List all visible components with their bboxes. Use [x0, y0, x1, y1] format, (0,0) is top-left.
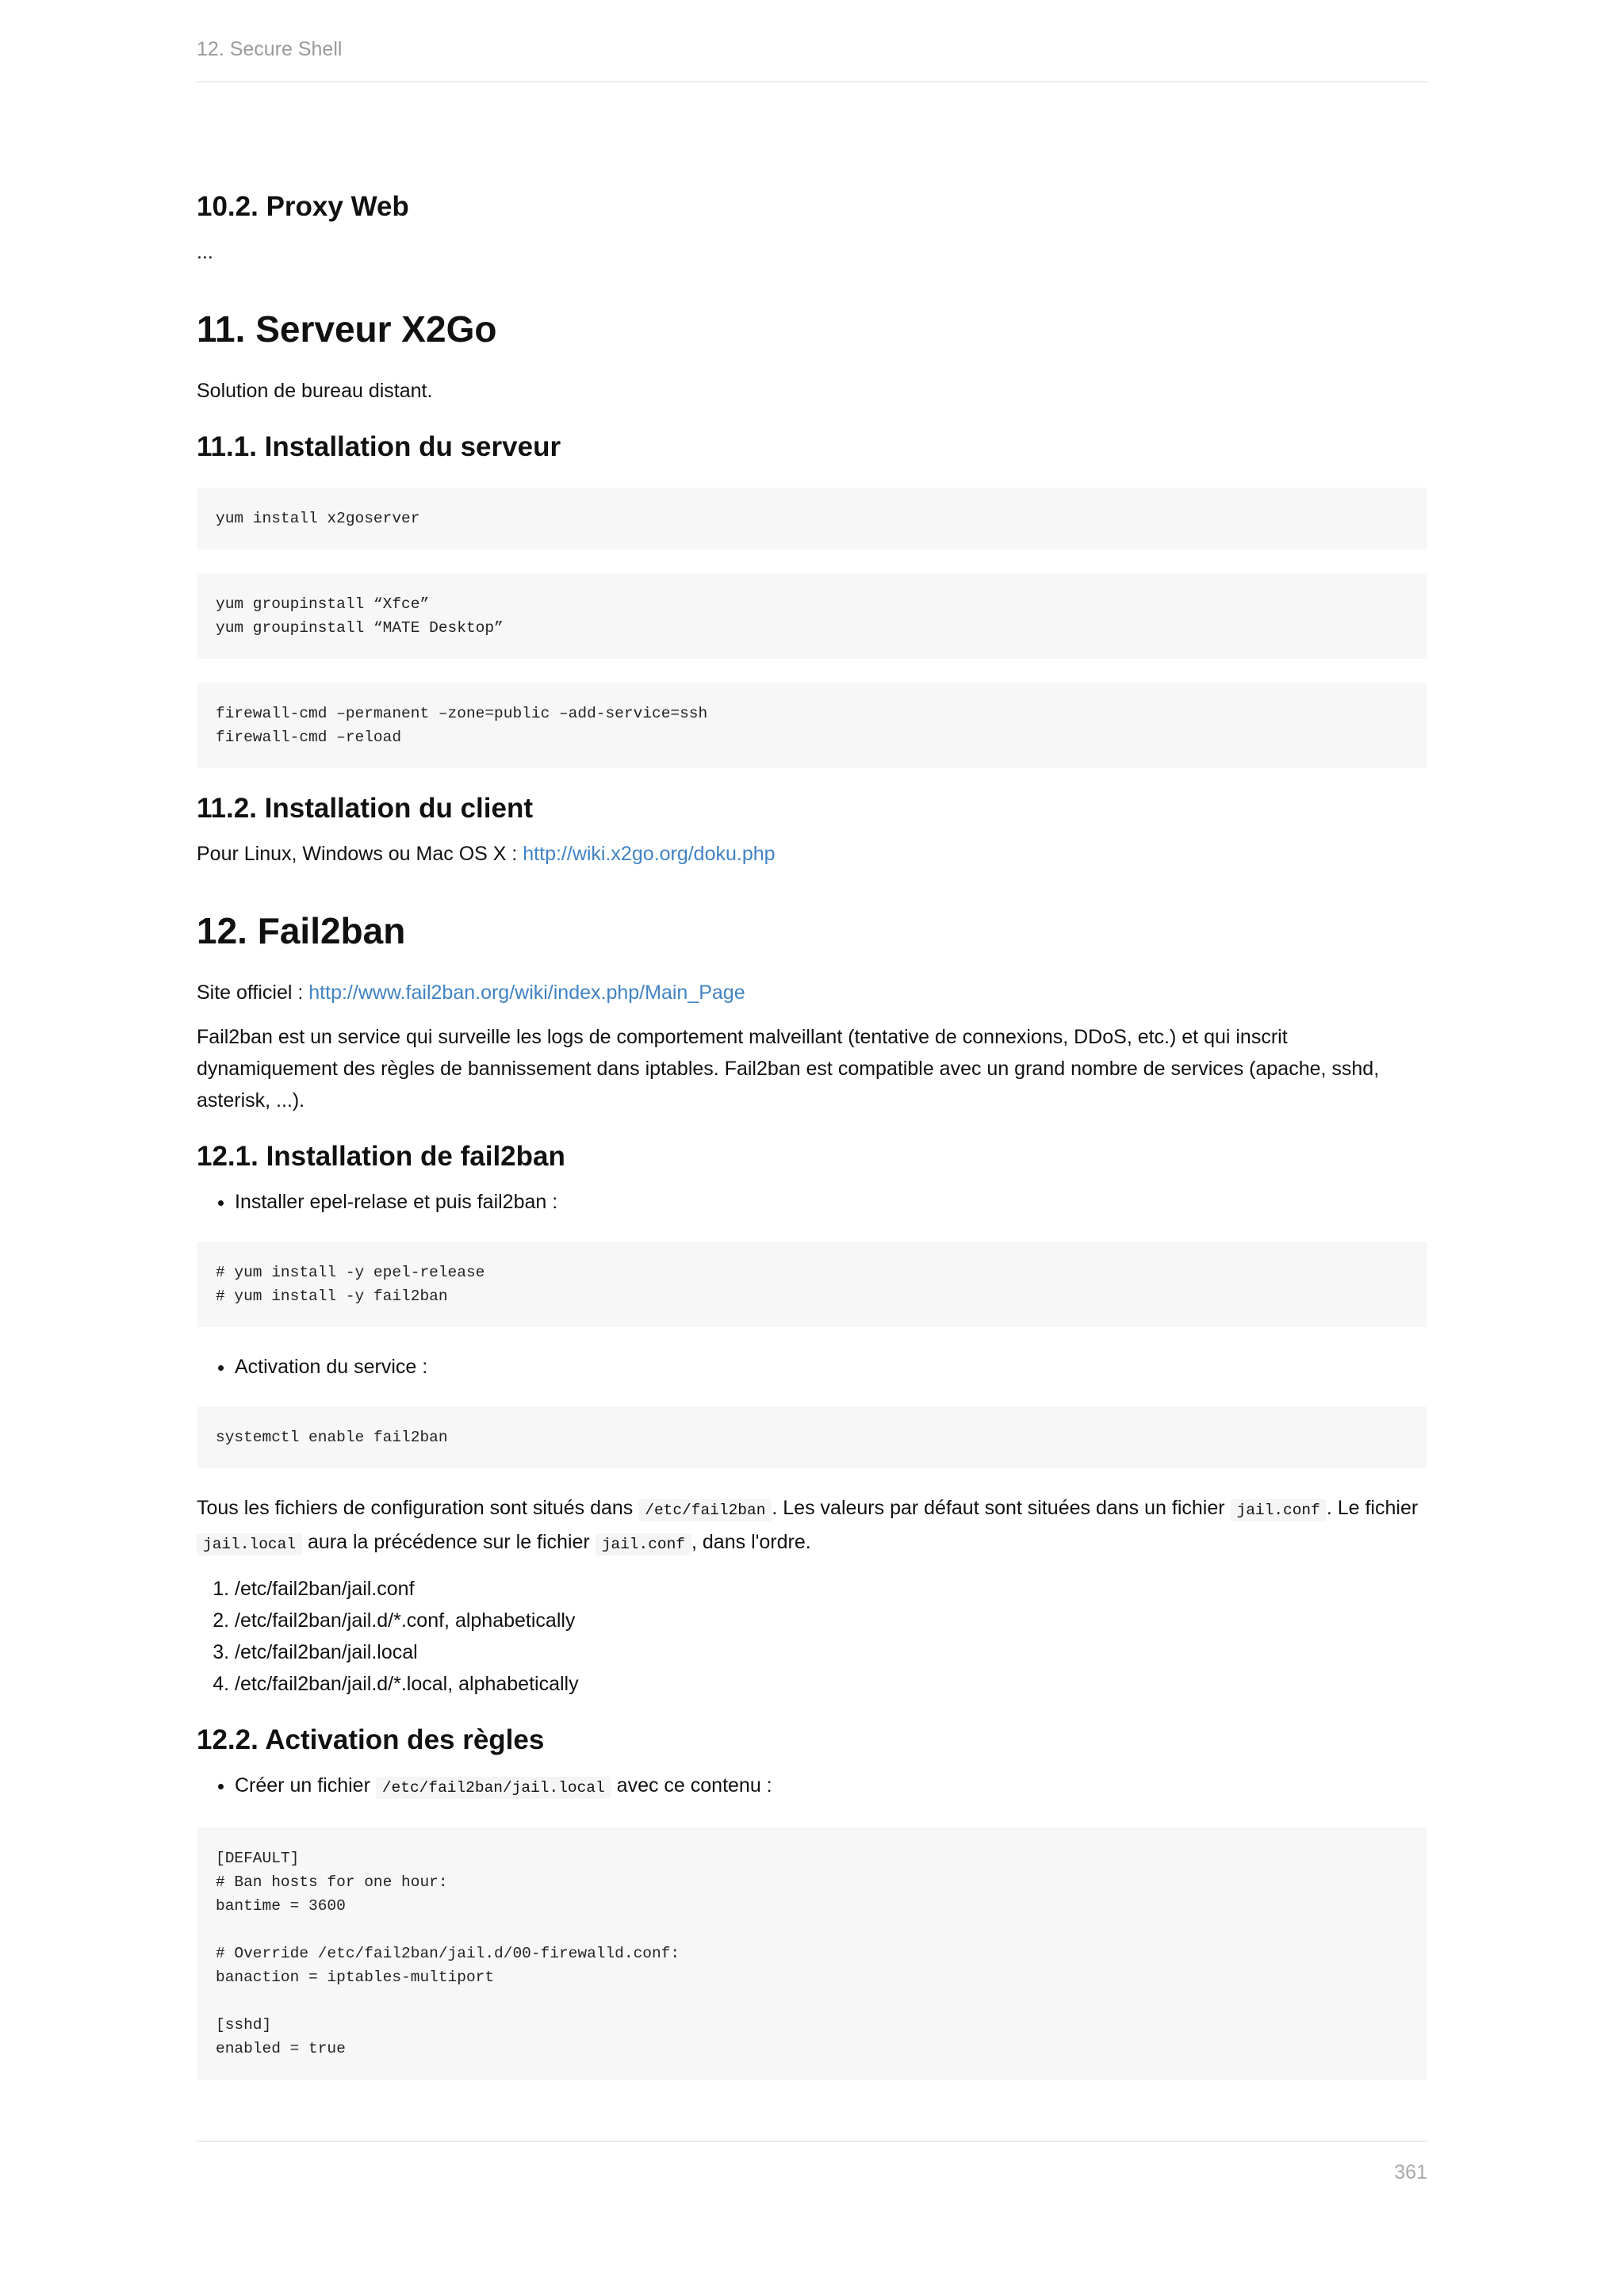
text-span: . Les valeurs par défaut sont situées dans un fichier [772, 1497, 1231, 1520]
code-block-systemctl[interactable]: systemctl enable fail2ban [197, 1406, 1427, 1468]
paragraph-client [197, 838, 1427, 870]
running-header: 12. Secure Shell [197, 38, 343, 60]
inline-code-jail-local-path: /etc/fail2ban/jail.local [376, 1777, 611, 1799]
text-span: , dans l'ordre. [691, 1531, 811, 1554]
footer-divider [197, 2141, 1427, 2142]
heading-11: 11. Serveur X2Go [197, 308, 497, 350]
header-divider [197, 81, 1427, 82]
heading-12-2: 12.2. Activation des règles [197, 1724, 545, 1756]
ordered-list-config-order [197, 1573, 1427, 1700]
bullet-list-install [197, 1186, 1427, 1218]
inline-code-jail-conf: jail.conf [596, 1533, 691, 1556]
paragraph-config-files [197, 1492, 1427, 1560]
list-item: 2. /etc/fail2ban/jail.d/*.conf, alphabetically [235, 1605, 1427, 1636]
heading-10-2: 10.2. Proxy Web [197, 191, 409, 222]
site-label: Site officiel : [197, 982, 309, 1004]
heading-12-1: 12.1. Installation de fail2ban [197, 1141, 565, 1173]
text-span: avec ce contenu : [611, 1774, 772, 1797]
text-span: Tous les fichiers de configuration sont situés dans [197, 1497, 639, 1520]
list-item: • Activation du service : [235, 1351, 1427, 1383]
code-block-install-x2goserver[interactable]: yum install x2goserver [197, 488, 1427, 549]
code-block-groupinstall[interactable]: yum groupinstall “Xfce” yum groupinstall “MATE Desktop” [197, 573, 1427, 659]
x2go-wiki-link[interactable]: http://wiki.x2go.org/doku.php [523, 843, 776, 866]
list-item: • Installer epel-relase et puis fail2ban : [235, 1186, 1427, 1218]
paragraph-x2go-intro: Solution de bureau distant. [197, 380, 433, 403]
code-block-jail-local[interactable]: [DEFAULT] # Ban hosts for one hour: bantime = 3600 # Override /etc/fail2ban/jail.d/00-firewalld.conf: banaction = iptables-multiport [sshd] enabled = true [197, 1827, 1427, 2080]
bullet-list-create-file [197, 1770, 1427, 1804]
bullet-list-activation [197, 1351, 1427, 1383]
list-item: 1. /etc/fail2ban/jail.conf [235, 1573, 1427, 1605]
text-span: . Le fichier [1326, 1497, 1419, 1520]
page-number: 361 [1394, 2161, 1427, 2183]
paragraph-site [197, 977, 1427, 1008]
list-item [235, 1770, 1427, 1804]
paragraph-fail2ban-description: Fail2ban est un service qui surveille les logs de comportement malveillant (tentative de connexions, DDoS, etc.) et qui inscrit dynamiquement des règles de bannissement dans iptables. Fail2ban est compatible avec un grand nombre de services (apache, sshd, asterisk, ...). [197, 1026, 1380, 1112]
inline-code-jail-conf: jail.conf [1231, 1499, 1327, 1521]
heading-11-2: 11.2. Installation du client [197, 793, 533, 825]
heading-12: 12. Fail2ban [197, 910, 406, 952]
inline-code-path: /etc/fail2ban [638, 1499, 772, 1521]
code-block-firewall[interactable]: firewall-cmd –permanent –zone=public –add-service=ssh firewall-cmd –reload [197, 683, 1427, 768]
text-span: Créer un fichier [235, 1774, 376, 1797]
text-span: aura la précédence sur le fichier [302, 1531, 596, 1554]
page-content [197, 190, 1427, 2080]
paragraph-ellipsis: ... [197, 241, 213, 263]
client-text: Pour Linux, Windows ou Mac OS X : [197, 843, 523, 866]
list-item: 4. /etc/fail2ban/jail.d/*.local, alphabetically [235, 1668, 1427, 1700]
heading-11-1: 11.1. Installation du serveur [197, 431, 561, 463]
list-item: 3. /etc/fail2ban/jail.local [235, 1636, 1427, 1668]
inline-code-jail-local: jail.local [197, 1533, 302, 1556]
code-block-yum-install-fail2ban[interactable]: # yum install -y epel-release # yum install -y fail2ban [197, 1242, 1427, 1327]
fail2ban-site-link[interactable]: http://www.fail2ban.org/wiki/index.php/Main_Page [308, 982, 745, 1004]
